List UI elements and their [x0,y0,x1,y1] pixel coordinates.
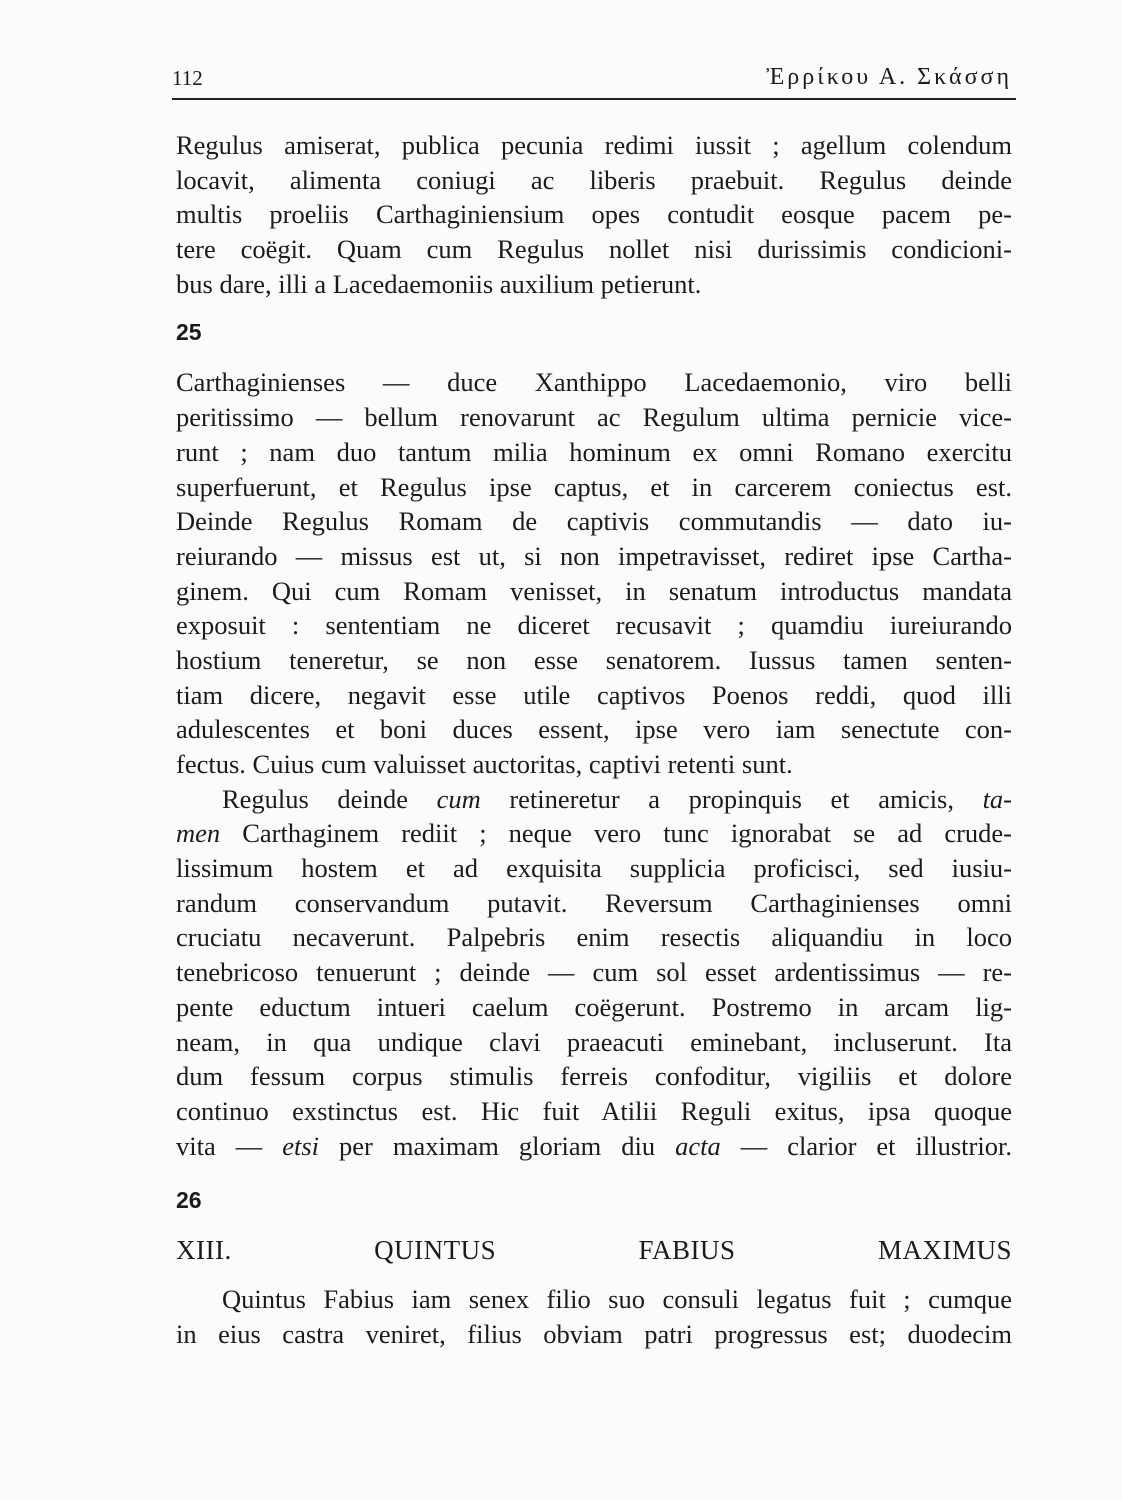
text-line: lissimum hostem et ad exquisita supplicia proficisci, sed iusiu- [176,853,1012,884]
paragraph-1 [176,128,1012,301]
page-header [172,60,1016,100]
text-line: Deinde Regulus Romam de captivis commutandis — dato iu- [176,506,1012,537]
page-number: 112 [172,66,203,90]
text-line: Regulus amiserat, publica pecunia redimi iussit ; agellum colendum [176,130,1012,160]
text-line: dum fessum corpus stimulis ferreis confoditur, vigiliis et dolore [176,1061,1012,1092]
text-line: tenebricoso tenuerunt ; deinde — cum sol esset ardentissimus — re- [176,957,1012,988]
text-fragment: Regulus deinde [222,783,437,814]
text-fragment: retineretur a propinquis et amicis, [480,783,983,814]
text-line: locavit, alimenta coniugi ac liberis praebuit. Regulus deinde [176,164,1012,195]
chapter-title: XIII. QUINTUS FABIUS MAXIMUS [176,1235,1012,1266]
text-line: superfuerunt, et Regulus ipse captus, et in carcerem coniectus est. [176,471,1012,502]
italic-word: cum [436,783,481,814]
text-line: ginem. Qui cum Romam venisset, in senatum introductus mandata [176,575,1012,606]
text-line: Quintus Fabius iam senex filio suo consuli legatus fuit ; cumque [222,1283,1012,1314]
text-line: adulescentes et boni duces essent, ipse vero iam senectute con- [176,714,1012,745]
section-number-25: 25 [176,319,202,346]
text-line: exposuit : sententiam ne diceret recusavit ; quamdiu iureiurando [176,610,1012,641]
text-line: in eius castra veniret, filius obviam patri progressus est; duodecim [176,1318,1012,1349]
text-line [176,816,1012,851]
text-line: tere coëgit. Quam cum Regulus nollet nisi durissimis condicioni- [176,234,1012,265]
text-line: randum conservandum putavit. Reversum Carthaginienses omni [176,887,1012,918]
italic-word: acta [675,1130,721,1161]
italic-word: ta- [982,783,1012,814]
text-line: bus dare, illi a Lacedaemoniis auxilium petierunt. [176,268,702,299]
text-line: continuo exstinctus est. Hic fuit Atilii Reguli exitus, ipsa quoque [176,1095,1012,1126]
text-line: fectus. Cuius cum valuisset auctoritas, captivi retenti sunt. [176,749,793,779]
paragraph-3 [176,782,1012,1164]
text-line: Carthaginienses — duce Xanthippo Lacedaemonio, viro belli [176,367,1012,398]
italic-word: etsi [282,1130,320,1161]
text-line: multis proeliis Carthaginiensium opes contudit eosque pacem pe- [176,199,1012,230]
text-fragment: Carthaginem rediit ; neque vero tunc ignorabat se ad crude- [220,818,1012,849]
body-text [176,128,1012,1351]
running-title: Ἐρρίκου Α. Σκάσση [766,64,1012,90]
section-number-26: 26 [176,1187,202,1214]
text-line: cruciatu necaverunt. Palpebris enim resectis aliquandiu in loco [176,922,1012,953]
paragraph-4 [176,1282,1012,1351]
text-line: runt ; nam duo tantum milia hominum ex omni Romano exercitu [176,436,1012,467]
text-line: peritissimo — bellum renovarunt ac Regulum ultima pernicie vice- [176,402,1012,433]
paragraph-2 [176,365,1012,781]
text-line [176,1129,1012,1164]
text-line: neam, in qua undique clavi praeacuti eminebant, incluserunt. Ita [176,1026,1012,1057]
text-fragment: vita — [176,1130,283,1161]
italic-word: men [176,818,221,849]
text-fragment: per maximam gloriam diu [319,1130,676,1161]
text-fragment: — clarior et illustrior. [720,1130,1012,1161]
text-line: pente eductum intueri caelum coëgerunt. Postremo in arcam lig- [176,991,1012,1022]
text-line: hostium teneretur, se non esse senatorem. Iussus tamen senten- [176,644,1012,675]
text-line: reiurando — missus est ut, si non impetravisset, rediret ipse Cartha- [176,540,1012,571]
text-line: tiam dicere, negavit esse utile captivos Poenos reddi, quod illi [176,679,1012,710]
text-line [176,782,1012,817]
